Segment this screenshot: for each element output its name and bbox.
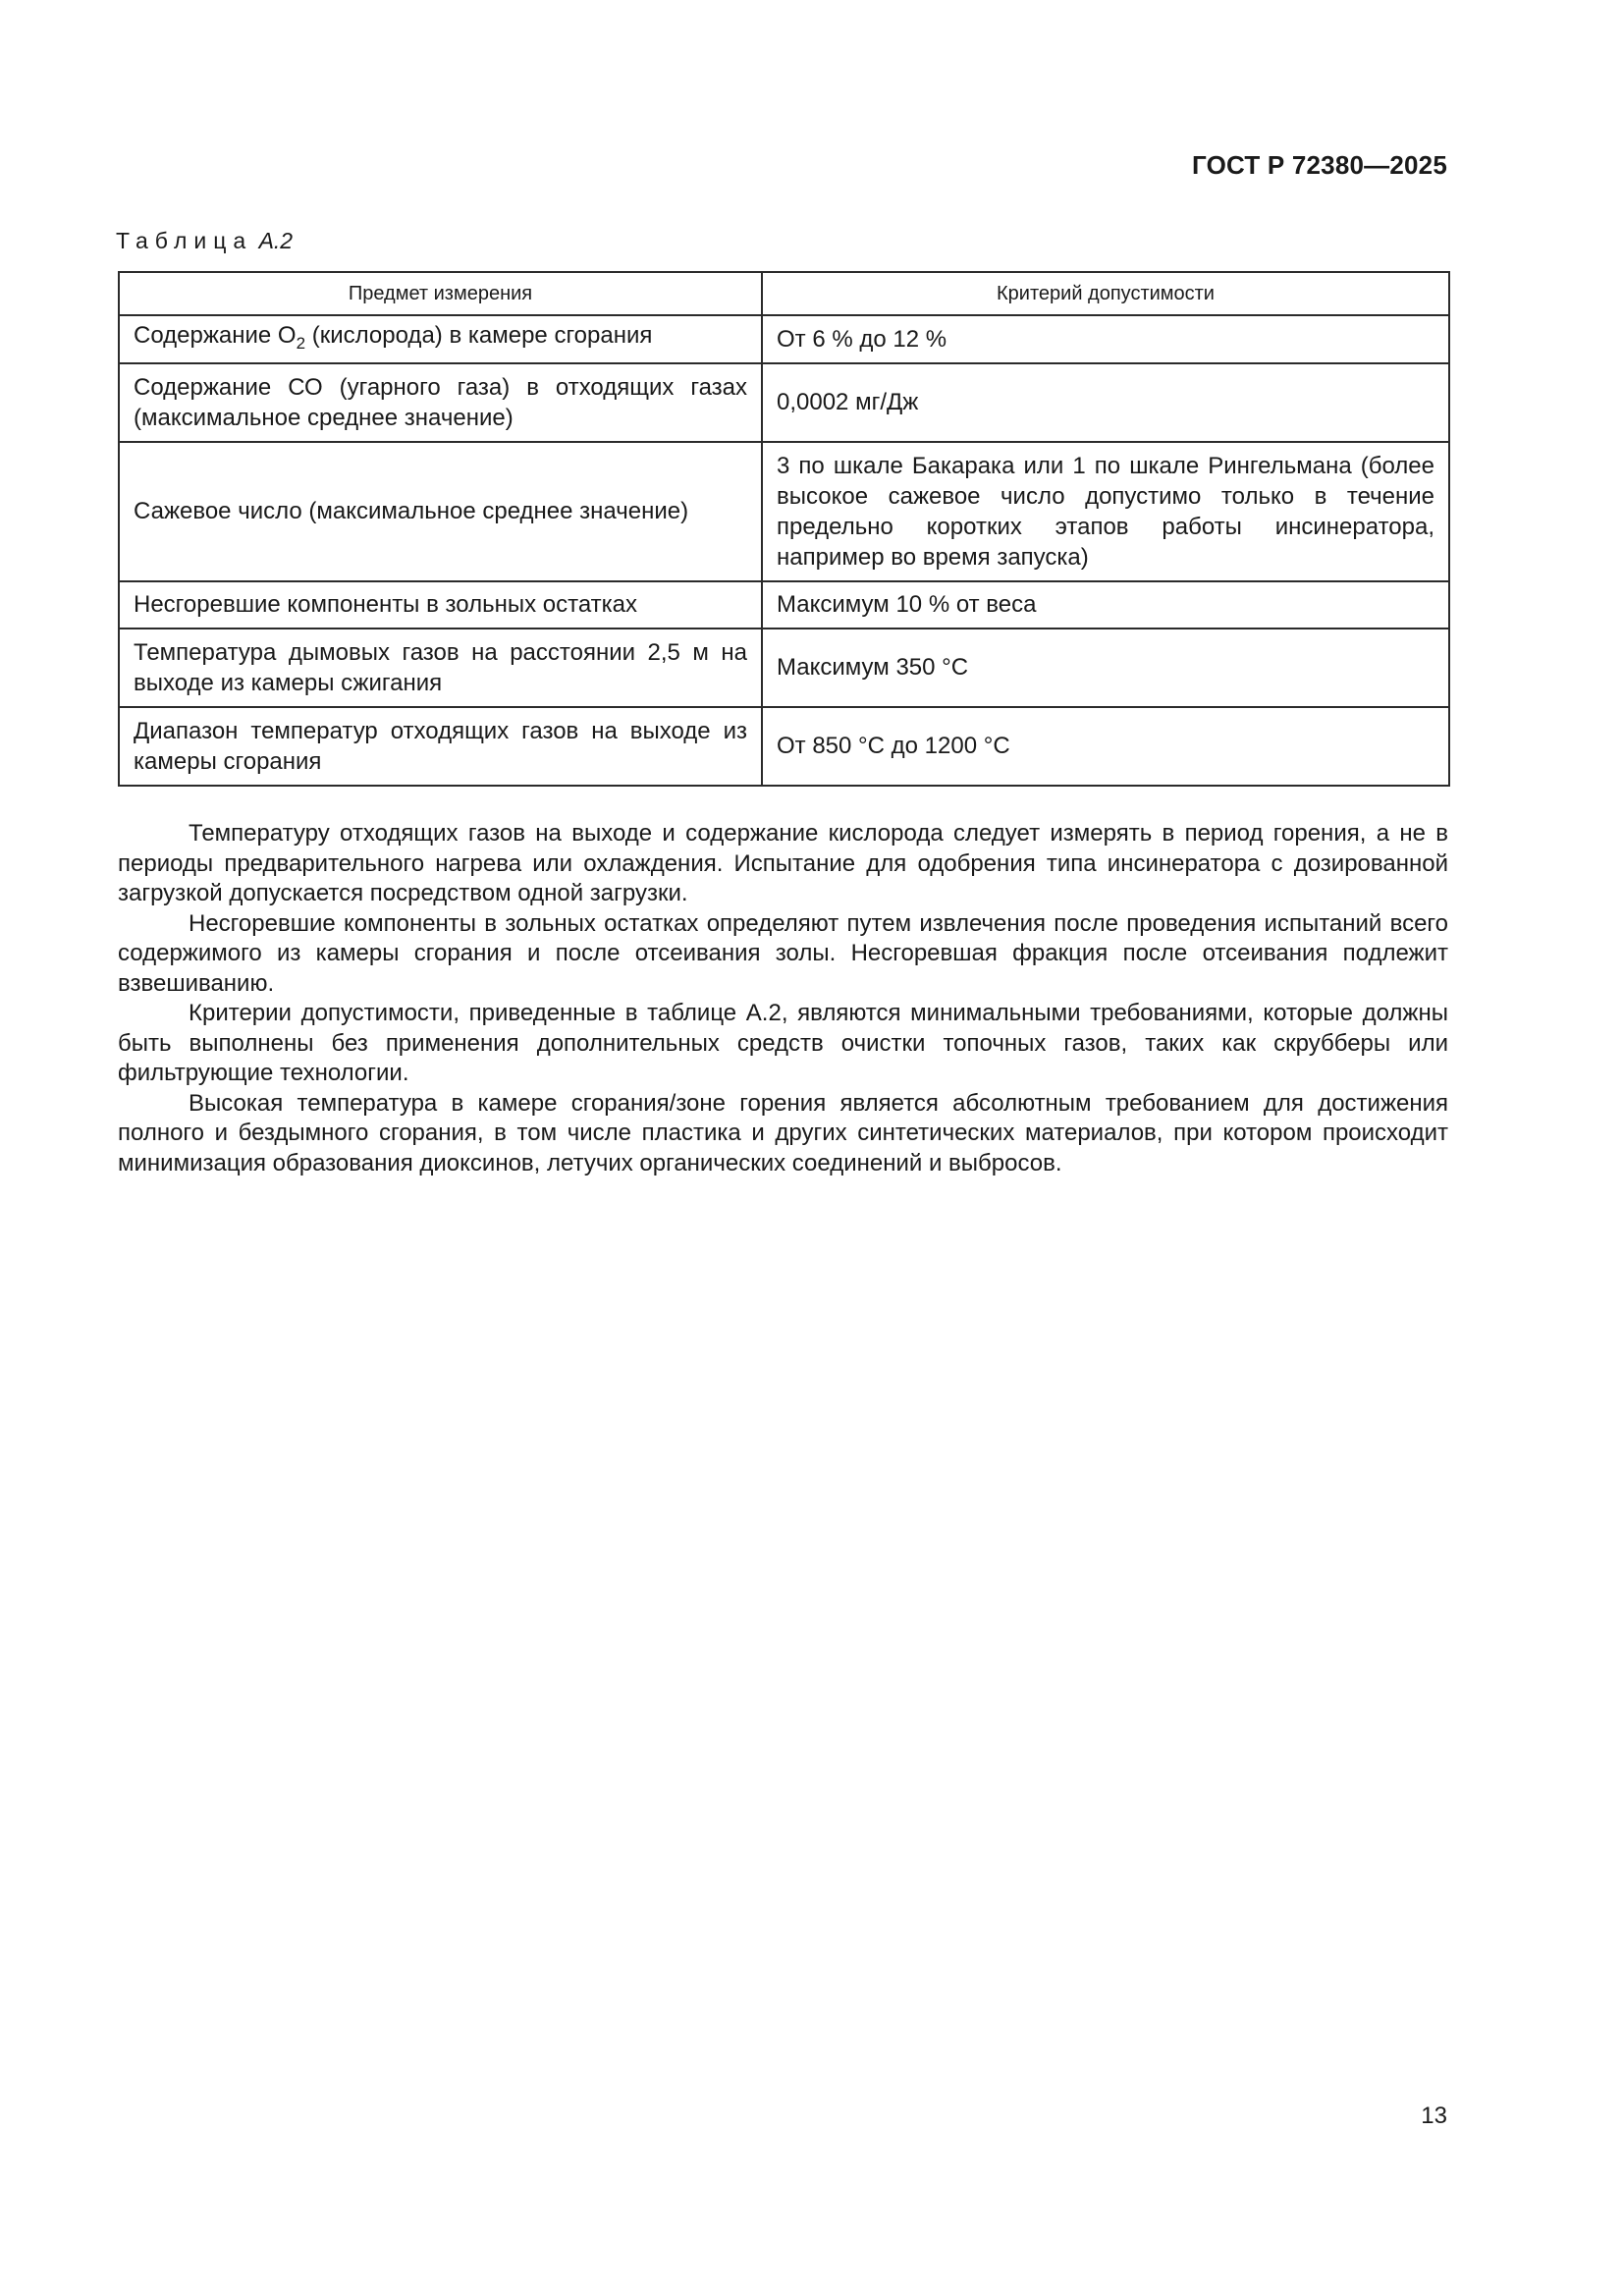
table-header-row xyxy=(119,272,1449,315)
table-cell-criterion: Максимум 350 °С xyxy=(762,629,1449,707)
table-caption xyxy=(116,228,293,254)
subject-text-part: (кислорода) в камере сгорания xyxy=(305,322,653,349)
table-cell-subject xyxy=(119,315,762,363)
column-header-subject: Предмет измерения xyxy=(119,272,762,315)
table-row xyxy=(119,315,1449,363)
table-row xyxy=(119,629,1449,707)
paragraph: Несгоревшие компоненты в зольных остатках определяют путем извлечения после проведения испытаний всего содержимого из камеры сгорания и после отсеивания золы. Несгоревшая фракция после отсеивания подлежит взвешиванию. xyxy=(118,909,1448,997)
subscript-2: 2 xyxy=(296,333,306,353)
table-cell-criterion: 3 по шкале Бакарака или 1 по шкале Рингельмана (более высокое сажевое число допустимо только в течение предельно коротких этапов работы инсинератора, например во время запуска) xyxy=(762,442,1449,581)
paragraph: Высокая температура в камере сгорания/зоне горения является абсолютным требованием для достижения полного и бездымного сгорания, в том числе пластика и других синтетических материалов, при котором происходит минимизация образования диоксинов, летучих органических соединений и выбросов. xyxy=(118,1089,1448,1176)
criteria-table xyxy=(118,271,1450,787)
page-number: 13 xyxy=(1421,2103,1447,2129)
column-header-criterion: Критерий допустимости xyxy=(762,272,1449,315)
table-row xyxy=(119,707,1449,786)
table-cell-subject: Диапазон температур отходящих газов на выходе из камеры сгорания xyxy=(119,707,762,786)
table-cell-criterion: 0,0002 мг/Дж xyxy=(762,363,1449,442)
table-cell-subject: Несгоревшие компоненты в зольных остатках xyxy=(119,581,762,629)
table-cell-subject: Содержание СО (угарного газа) в отходящих газах (максимальное среднее значение) xyxy=(119,363,762,442)
table-cell-criterion: От 6 % до 12 % xyxy=(762,315,1449,363)
subject-text-part: Содержание О xyxy=(134,322,297,349)
table-cell-subject: Температура дымовых газов на расстоянии 2,5 м на выходе из камеры сжигания xyxy=(119,629,762,707)
body-text xyxy=(118,819,1448,1178)
table-row xyxy=(119,581,1449,629)
table-row xyxy=(119,363,1449,442)
table-cell-criterion: Максимум 10 % от веса xyxy=(762,581,1449,629)
table-cell-subject: Сажевое число (максимальное среднее значение) xyxy=(119,442,762,581)
paragraph: Критерии допустимости, приведенные в таблице А.2, являются минимальными требованиями, которые должны быть выполнены без применения дополнительных средств очистки топочных газов, таких как скрубберы или фильтрующие технологии. xyxy=(118,1000,1448,1086)
paragraph: Температуру отходящих газов на выходе и содержание кислорода следует измерять в период горения, а не в периоды предварительного нагрева или охлаждения. Испытание для одобрения типа инсинератора с дозированной загрузкой допускается посредством одной загрузки. xyxy=(118,820,1448,906)
table-caption-word: Таблица xyxy=(116,228,253,253)
table-row xyxy=(119,442,1449,581)
document-code: ГОСТ Р 72380—2025 xyxy=(1192,150,1447,180)
table-cell-criterion: От 850 °С до 1200 °С xyxy=(762,707,1449,786)
table-caption-number: А.2 xyxy=(258,228,294,253)
